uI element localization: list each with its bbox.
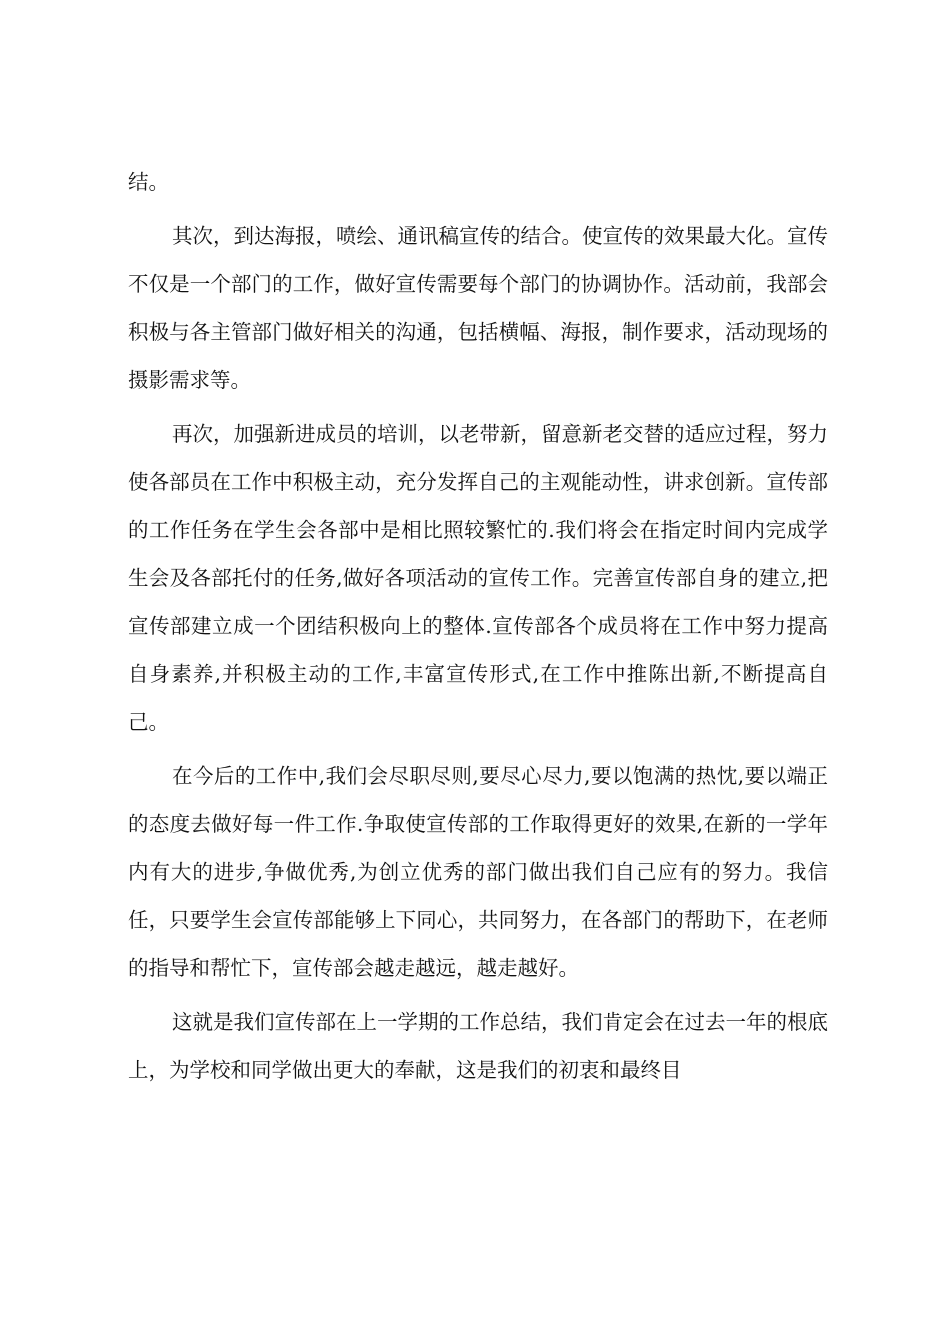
document-body [128, 158, 828, 1100]
paragraph-continuation: 结。 [128, 170, 169, 194]
paragraph-member-training: 再次，加强新进成员的培训，以老带新，留意新老交替的适应过程，努力使各部员在工作中积极主动，充分发挥自己的主观能动性，讲求创新。宣传部的工作任务在学生会各部中是相比照较繁忙的.我们将会在指定时间内完成学生会及各部托付的任务,做好各项活动的宣传工作。完善宣传部自身的建立,把宣传部建立成一个团结积极向上的整体.宣传部各个成员将在工作中努力提高自身素养,并积极主动的工作,丰富宣传形式,在工作中推陈出新,不断提高自己。 [128, 422, 828, 734]
paragraph-publicity-combination: 其次，到达海报，喷绘、通讯稿宣传的结合。使宣传的效果最大化。宣传不仅是一个部门的工作，做好宣传需要每个部门的协调协作。活动前，我部会积极与各主管部门做好相关的沟通，包括横幅、海报，制作要求，活动现场的摄影需求等。 [128, 224, 828, 392]
paragraph-summary-closing: 这就是我们宣传部在上一学期的工作总结，我们肯定会在过去一年的根底上，为学校和同学做出更大的奉献，这是我们的初衷和最终目 [128, 1010, 828, 1082]
paragraph-future-work: 在今后的工作中,我们会尽职尽则,要尽心尽力,要以饱满的热忱,要以端正的态度去做好每一件工作.争取使宣传部的工作取得更好的效果,在新的一学年内有大的进步,争做优秀,为创立优秀的部门做出我们自己应有的努力。我信任，只要学生会宣传部能够上下同心，共同努力，在各部门的帮助下，在老师的指导和帮忙下，宣传部会越走越远，越走越好。 [128, 764, 828, 980]
